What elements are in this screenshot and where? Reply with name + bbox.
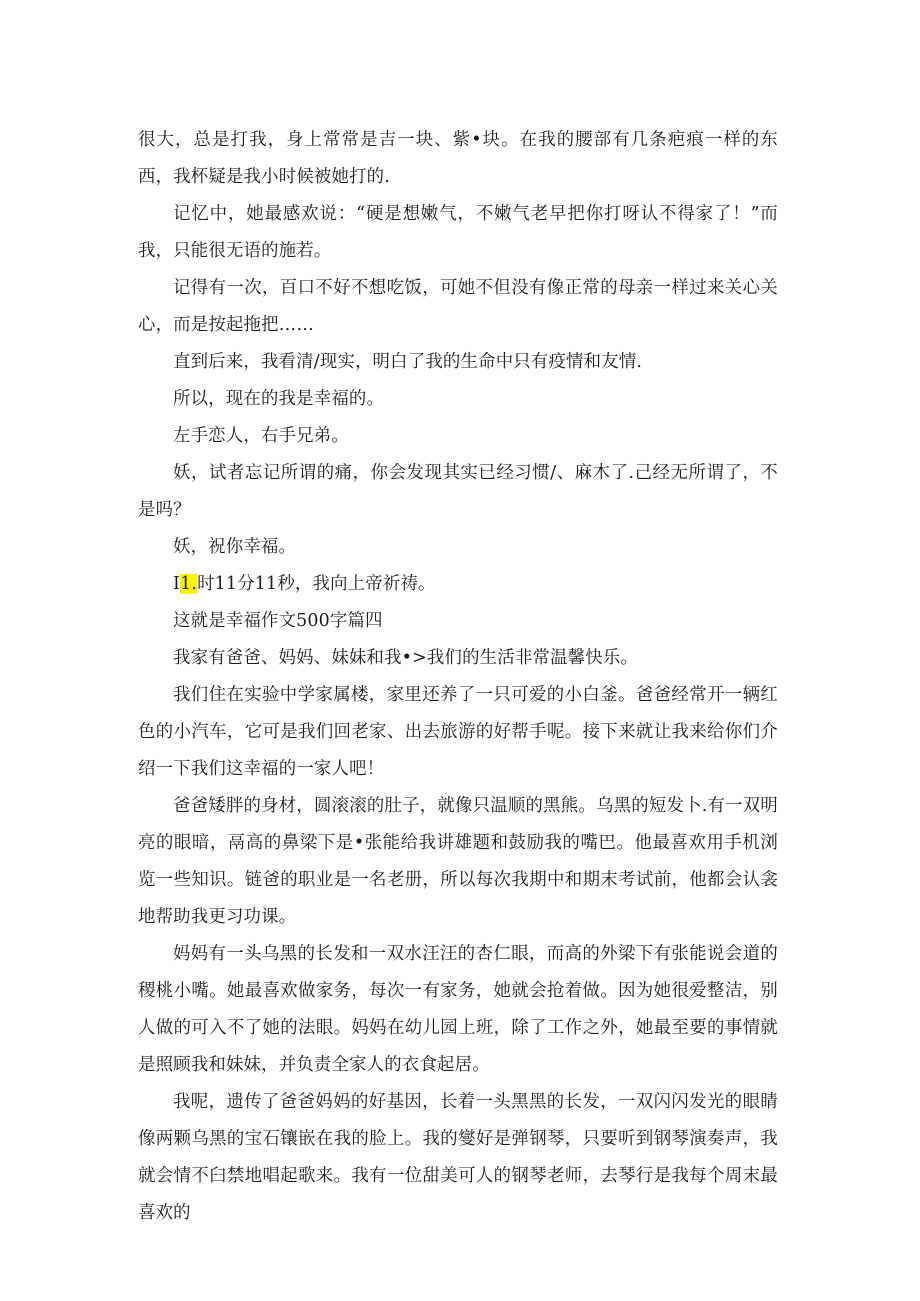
paragraph-1: 很大，总是打我，身上常常是吉一块、紫•块。在我的腰部有几条疤痕一样的东西，我杯疑是我小时候被她打的. <box>138 130 778 187</box>
paragraph-2: 记忆中，她最感欢说：“硬是想嫩气，不嫩气老早把你打呀认不得家了！”而我，只能很无语的施若。 <box>138 204 778 261</box>
paragraph-15: 我呢，遗传了爸爸妈妈的好基因，长着一头黑黑的长发，一双闪闪发光的眼睛像两颗乌黑的宝石镶嵌在我的脸上。我的燮好是弹钢琴，只要听到钢琴演奏声，我就会情不臼禁地唱起歌来。我有一位甜美可人的钢琴老师，去琴行是我每个周末最喜欢的 <box>138 1092 778 1223</box>
highlighted-text: 1. <box>180 574 198 594</box>
paragraph-7: 妖，试者忘记所谓的痛，你会发现其实已经习惯/、麻木了.己经无所谓了，不是吗？ <box>138 463 778 520</box>
paragraph-3: 记得有一次，百口不好不想吃饭，可她不但没有像正常的母亲一样过来关心关心，而是按起拖把…… <box>138 278 778 335</box>
paragraph-12: 我们住在实验中学家属楼，家里还养了一只可爱的小白釜。爸爸经常开一辆红色的小汽车，它可是我们回老家、出去旅游的好帮手呢。接下来就让我来给你们介绍一下我们这幸福的一家人吧！ <box>138 685 778 779</box>
paragraph-9-time <box>138 566 778 603</box>
paragraph-6: 左手恋人，右手兄弟。 <box>173 426 349 446</box>
section-heading: 这就是幸福作文500字篇四 <box>173 611 383 631</box>
paragraph-13: 爸爸矮胖的身材，圆滚滚的肚子，就像只温顺的黑熊。乌黑的短发卜.有一双明亮的眼暗，鬲高的鼻梁下是•张能给我讲雄题和鼓励我的嘴巴。他最喜欢用手机浏览一些知识。链爸的职业是一名老册，所以每次我期中和期末考试前，他都会认衾地帮助我更习功课。 <box>138 796 778 927</box>
paragraph-4: 直到后来，我看清/现实，明白了我的生命中只有疫情和友情. <box>173 352 643 372</box>
time-prefix: I <box>173 574 181 594</box>
paragraph-8: 妖，祝你幸福。 <box>173 537 297 557</box>
time-suffix: 时11分11秒，我向上帝祈祷。 <box>197 574 436 594</box>
paragraph-5: 所以，现在的我是幸福的。 <box>173 389 385 409</box>
paragraph-11: 我家有爸爸、妈妈、妹妹和我•>我们的生活非常温馨快乐。 <box>173 648 638 668</box>
document-body <box>138 122 778 1232</box>
paragraph-14: 妈妈有一头乌黑的长发和一双水汪汪的杏仁眼，而高的外梁下有张能说会道的稷桃小嘴。她最喜欢做家务，每次一有家务，她就会抢着做。因为她很爱整洁，别人做的可入不了她的法眼。妈妈在幼儿园上班，除了工作之外，她最至要的事情就是照顾我和妹妹，并负责全家人的衣食起居。 <box>138 944 778 1075</box>
